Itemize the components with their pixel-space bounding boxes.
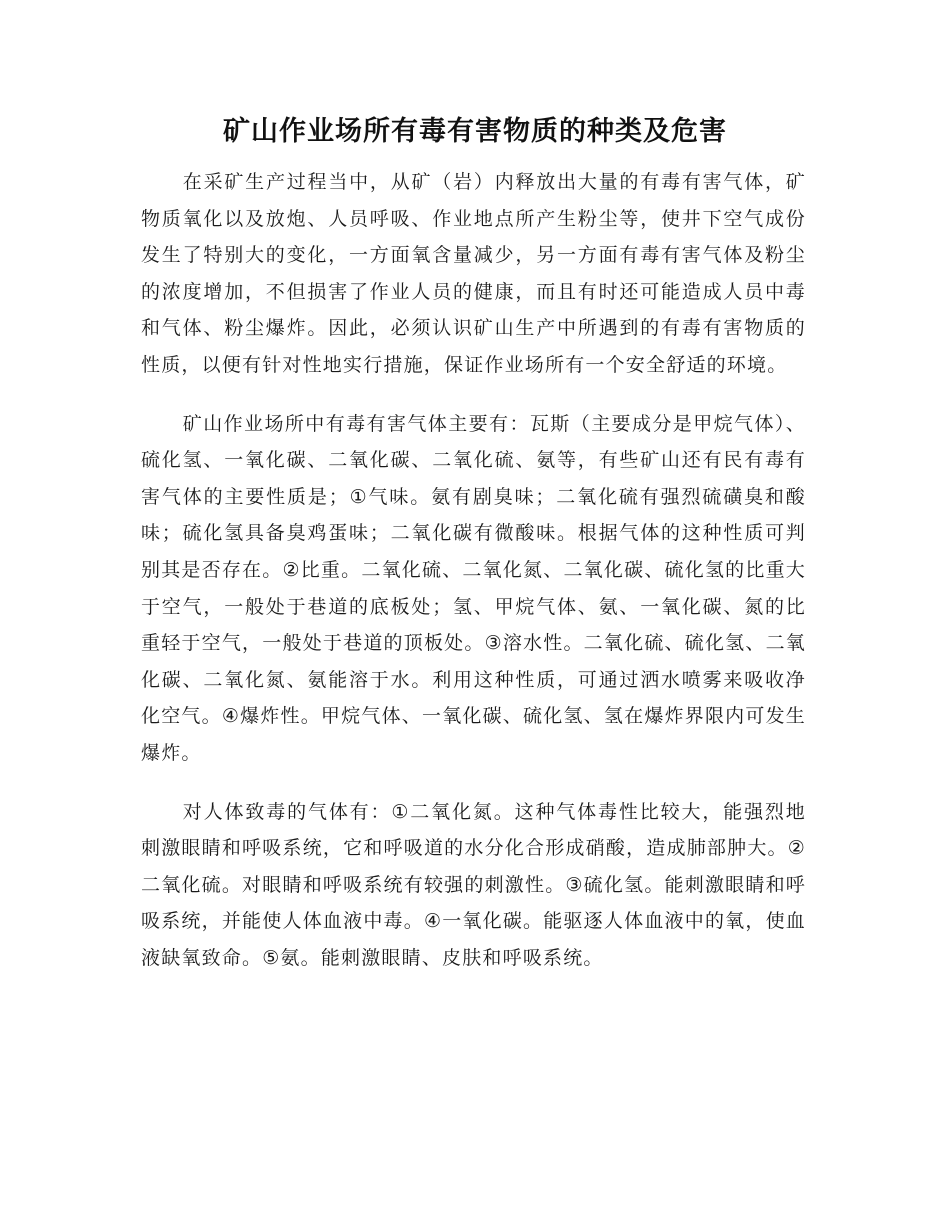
document-body: [141, 164, 806, 976]
paragraph-toxic-gases: 对人体致毒的气体有：①二氧化氮。这种气体毒性比较大，能强烈地刺激眼睛和呼吸系统，它和呼吸道的水分化合形成硝酸，造成肺部肿大。②二氧化硫。对眼睛和呼吸系统有较强的刺激性。③硫化氢。能刺激眼睛和呼吸系统，并能使人体血液中毒。④一氧化碳。能驱逐人体血液中的氧，使血液缺氧致命。⑤氨。能刺激眼睛、皮肤和呼吸系统。: [141, 800, 806, 969]
document-title: 矿山作业场所有毒有害物质的种类及危害: [223, 116, 727, 147]
paragraph-gas-properties: 矿山作业场所中有毒有害气体主要有：瓦斯（主要成分是甲烷气体）、硫化氢、一氧化碳、二氧化碳、二氧化硫、氨等，有些矿山还有民有毒有害气体的主要性质是；①气味。氨有剧臭味；二氧化硫有强烈硫磺臭和酸味；硫化氢具备臭鸡蛋味；二氧化碳有微酸味。根据气体的这种性质可判别其是否存在。②比重。二氧化硫、二氧化氮、二氧化碳、硫化氢的比重大于空气，一般处于巷道的底板处；氢、甲烷气体、氨、一氧化碳、氮的比重轻于空气，一般处于巷道的顶板处。③溶水性。二氧化硫、硫化氢、二氧化碳、二氧化氮、氨能溶于水。利用这种性质，可通过洒水喷雾来吸收净化空气。④爆炸性。甲烷气体、一氧化碳、硫化氢、氢在爆炸界限内可发生爆炸。: [141, 412, 806, 764]
paragraph-intro: 在采矿生产过程当中，从矿（岩）内释放出大量的有毒有害气体，矿物质氧化以及放炮、人员呼吸、作业地点所产生粉尘等，使井下空气成份发生了特别大的变化，一方面氧含量减少，另一方面有毒有害气体及粉尘的浓度增加，不但损害了作业人员的健康，而且有时还可能造成人员中毒和气体、粉尘爆炸。因此，必须认识矿山生产中所遇到的有毒有害物质的性质，以便有针对性地实行措施，保证作业场所有一个安全舒适的环境。: [141, 171, 806, 376]
